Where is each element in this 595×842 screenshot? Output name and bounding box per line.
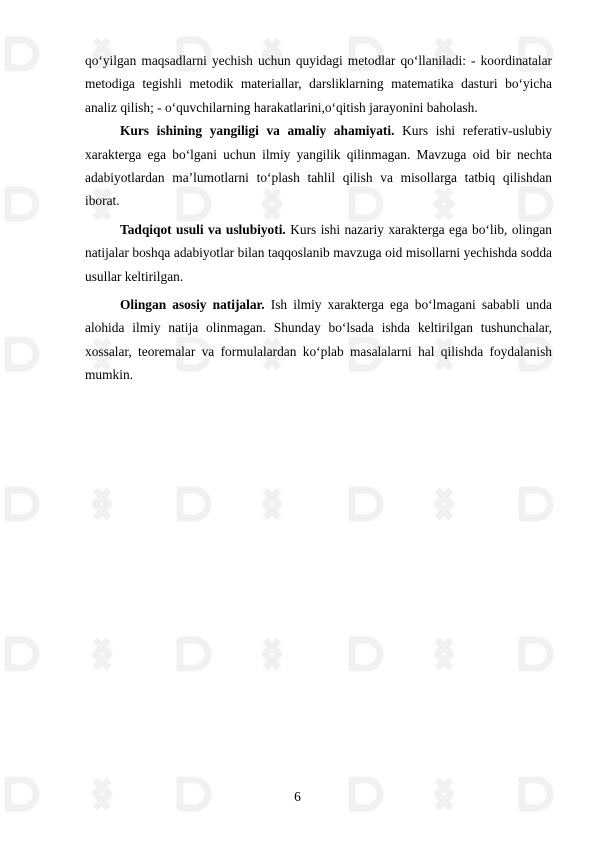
- text-novelty: Kurs ishi referativ-uslubiy xarakterga ega bo‘lgani uchun ilmiy yangilik qilinmagan. Mavzuga oid bir nechta adabiyotlardan ma’lumotlarni to‘plash tahlil qilish va misollarga tatbiq qilishdan iborat.: [85, 123, 552, 209]
- text-research-method: Kurs ishi nazariy xarakterga ega bo‘lib, olingan natijalar boshqa adabiyotlar bilan taqqoslanib mavzuga oid misollarni yechishda sodda usullar keltirilgan.: [85, 221, 552, 284]
- paragraph-research-method: [85, 218, 552, 288]
- heading-novelty: Kurs ishining yangiligi va amaliy ahamiyati.: [120, 123, 395, 139]
- document-body: [85, 49, 552, 387]
- heading-research-method: Tadqiqot usuli va uslubiyoti.: [120, 221, 286, 237]
- heading-results: Olingan asosiy natijalar.: [120, 297, 265, 313]
- paragraph-methods: qo‘yilgan maqsadlarni yechish uchun quyidagi metodlar qo‘llaniladi: - koordinatalar metodiga tegishli metodik materiallar, darsliklarning matematika dasturi bo‘yicha analiz qilish; - o‘quvchilarning harakatlarini,o‘qitish jarayonini baholash.: [85, 53, 552, 115]
- page-number: 6: [294, 789, 301, 804]
- paragraph-novelty: [85, 119, 552, 213]
- watermark-row-4: [8, 490, 550, 518]
- text-results: Ish ilmiy xarakterga ega bo‘lmagani sababli unda alohida ilmiy natija olinmagan. Shunday bo‘lsada ishda keltirilgan tushunchalar, xossalar, teoremalar va formulalardan ko‘plab masalalarni hal qilishda foydalanish mumkin.: [85, 297, 552, 383]
- paragraph-results: [85, 293, 552, 387]
- watermark-row-5: [8, 640, 550, 668]
